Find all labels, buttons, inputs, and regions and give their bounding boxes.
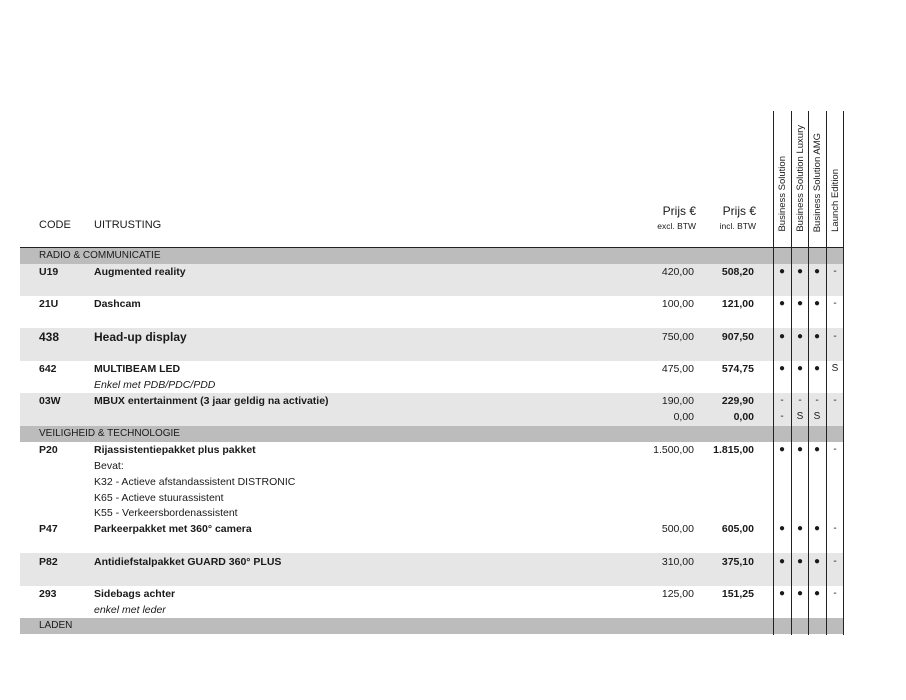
- price-incl: 508,20: [721, 266, 754, 278]
- availability-mark: -: [833, 298, 837, 309]
- version-header-business-solution-luxury: Business Solution Luxury: [794, 125, 806, 232]
- availability-mark: ●: [796, 363, 804, 374]
- table-row: [20, 393, 844, 426]
- table-row: [20, 328, 844, 361]
- header-price-incl: [720, 204, 756, 231]
- version-header-business-solution-amg: Business Solution AMG: [811, 132, 823, 232]
- option-code: 642: [39, 363, 57, 375]
- availability-mark: ●: [778, 588, 786, 599]
- price-incl: 151,25: [721, 588, 754, 600]
- table-row: [20, 361, 844, 393]
- price-incl: 121,00: [721, 298, 754, 310]
- availability-mark: ●: [778, 444, 786, 455]
- option-name: MULTIBEAM LED: [94, 363, 181, 375]
- availability-mark: -: [780, 411, 784, 422]
- availability-mark: ●: [813, 266, 821, 277]
- table-row: [20, 442, 844, 521]
- section-header: LADEN: [20, 618, 844, 634]
- header-price-incl-sub: incl. BTW: [719, 221, 756, 231]
- header-code: CODE: [39, 219, 71, 231]
- availability-mark: -: [833, 556, 837, 567]
- price-incl: 574,75: [721, 363, 754, 375]
- table-row: [20, 296, 844, 328]
- option-name: Antidiefstalpakket GUARD 360° PLUS: [94, 556, 282, 568]
- option-code: P47: [39, 523, 58, 535]
- price-excl: 475,00: [661, 363, 694, 375]
- availability-mark: ●: [813, 363, 821, 374]
- option-note: Enkel met PDB/PDC/PDD: [94, 379, 216, 391]
- availability-mark: -: [780, 395, 784, 406]
- price-incl: 1.815,00: [713, 444, 754, 456]
- availability-mark: -: [833, 523, 837, 534]
- price-excl: 190,00: [661, 395, 694, 407]
- availability-mark: ●: [796, 444, 804, 455]
- option-name: Augmented reality: [94, 266, 186, 278]
- price-incl-alt: 0,00: [733, 411, 754, 423]
- option-name: Dashcam: [94, 298, 141, 310]
- option-note: Bevat:: [94, 460, 124, 472]
- availability-mark: ●: [796, 298, 804, 309]
- availability-mark: ●: [778, 266, 786, 277]
- availability-mark: -: [815, 395, 819, 406]
- option-name: Parkeerpakket met 360° camera: [94, 523, 252, 535]
- table-row: [20, 553, 844, 586]
- availability-mark: ●: [778, 556, 786, 567]
- availability-mark: ●: [796, 331, 804, 342]
- option-code: 21U: [39, 298, 59, 310]
- header-equipment: UITRUSTING: [94, 219, 162, 231]
- price-excl: 420,00: [661, 266, 694, 278]
- price-excl-alt: 0,00: [673, 411, 694, 423]
- option-name: Head-up display: [94, 330, 187, 344]
- availability-mark: ●: [813, 444, 821, 455]
- availability-mark: -: [833, 395, 837, 406]
- table-row: [20, 264, 844, 296]
- availability-mark: ●: [796, 556, 804, 567]
- section-header: VEILIGHEID & TECHNOLOGIE: [20, 426, 844, 442]
- version-header-launch-edition: Launch Edition: [829, 169, 841, 232]
- header-price-excl: [657, 204, 696, 231]
- table-row: [20, 521, 844, 553]
- section-header: RADIO & COMMUNICATIE: [20, 248, 844, 264]
- column-divider: [773, 111, 774, 635]
- availability-mark: S: [813, 411, 821, 422]
- column-divider: [843, 111, 844, 635]
- availability-mark: ●: [813, 331, 821, 342]
- price-excl: 750,00: [661, 331, 694, 343]
- availability-mark: -: [798, 395, 802, 406]
- availability-mark: ●: [813, 523, 821, 534]
- availability-mark: ●: [796, 523, 804, 534]
- availability-mark: ●: [778, 523, 786, 534]
- price-excl: 125,00: [661, 588, 694, 600]
- option-code: 438: [39, 330, 60, 344]
- option-code: P82: [39, 556, 58, 568]
- price-incl: 605,00: [721, 523, 754, 535]
- option-note: K65 - Actieve stuurassistent: [94, 492, 224, 504]
- availability-mark: ●: [813, 588, 821, 599]
- column-divider: [826, 111, 827, 635]
- option-note: enkel met leder: [94, 604, 166, 616]
- option-name: MBUX entertainment (3 jaar geldig na activatie): [94, 395, 329, 407]
- header-price-excl-title: Prijs €: [662, 204, 696, 218]
- option-code: 03W: [39, 395, 61, 407]
- option-name: Sidebags achter: [94, 588, 176, 600]
- price-excl: 1.500,00: [653, 444, 694, 456]
- option-note: K55 - Verkeersbordenassistent: [94, 507, 238, 519]
- option-code: U19: [39, 266, 59, 278]
- availability-mark: -: [833, 588, 837, 599]
- header-price-incl-title: Prijs €: [722, 204, 756, 218]
- version-header-business-solution: Business Solution: [776, 156, 788, 232]
- header-price-excl-sub: excl. BTW: [657, 221, 696, 231]
- price-excl: 100,00: [661, 298, 694, 310]
- column-divider: [808, 111, 809, 635]
- option-code: 293: [39, 588, 57, 600]
- price-incl: 229,90: [721, 395, 754, 407]
- price-excl: 500,00: [661, 523, 694, 535]
- option-code: P20: [39, 444, 58, 456]
- option-note: K32 - Actieve afstandassistent DISTRONIC: [94, 476, 296, 488]
- price-excl: 310,00: [661, 556, 694, 568]
- availability-mark: ●: [813, 298, 821, 309]
- option-name: Rijassistentiepakket plus pakket: [94, 444, 256, 456]
- table-row: [20, 586, 844, 618]
- availability-mark: ●: [778, 331, 786, 342]
- availability-mark: -: [833, 444, 837, 455]
- availability-mark: ●: [778, 298, 786, 309]
- availability-mark: S: [796, 411, 804, 422]
- price-incl: 375,10: [721, 556, 754, 568]
- availability-mark: ●: [813, 556, 821, 567]
- availability-mark: -: [833, 266, 837, 277]
- price-incl: 907,50: [721, 331, 754, 343]
- availability-mark: ●: [778, 363, 786, 374]
- availability-mark: S: [831, 363, 839, 374]
- availability-mark: ●: [796, 266, 804, 277]
- column-divider: [791, 111, 792, 635]
- availability-mark: -: [833, 331, 837, 342]
- availability-mark: ●: [796, 588, 804, 599]
